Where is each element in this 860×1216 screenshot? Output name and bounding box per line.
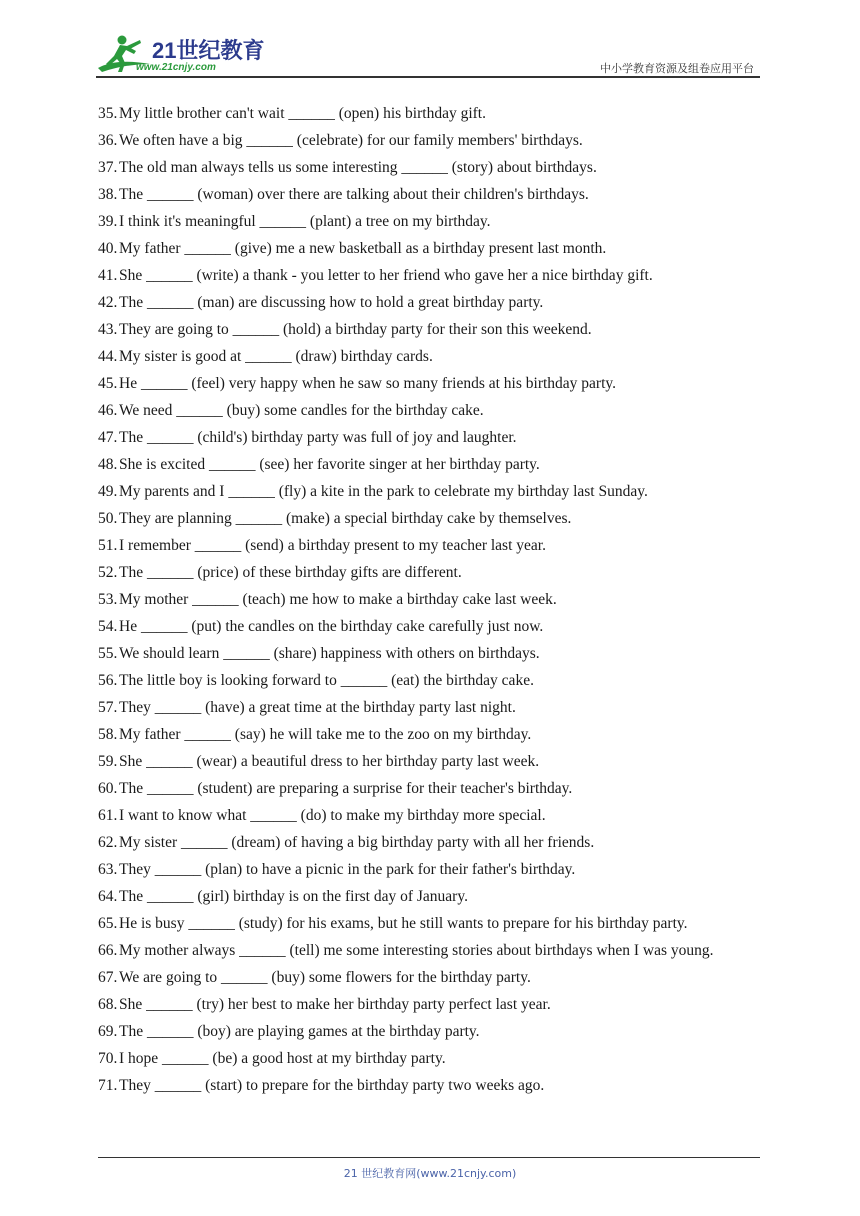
question-item xyxy=(98,991,762,1018)
question-item xyxy=(98,208,762,235)
question-item xyxy=(98,289,762,316)
question-number: 68 . xyxy=(98,991,117,1018)
question-text: I remember ______ (send) a birthday present to my teacher last year. xyxy=(119,537,546,554)
question-number: 64 . xyxy=(98,883,117,910)
question-text: We are going to ______ (buy) some flowers for the birthday party. xyxy=(119,969,531,986)
question-text: The little boy is looking forward to ______ (eat) the birthday cake. xyxy=(119,672,534,689)
question-item xyxy=(98,397,762,424)
question-text: She ______ (write) a thank - you letter to her friend who gave her a nice birthday gift. xyxy=(119,267,653,284)
question-text: He ______ (feel) very happy when he saw so many friends at his birthday party. xyxy=(119,375,617,392)
question-number: 70 . xyxy=(98,1045,117,1072)
question-text: We often have a big ______ (celebrate) for our family members' birthdays. xyxy=(119,132,583,149)
question-text: The ______ (price) of these birthday gifts are different. xyxy=(119,564,462,581)
question-item xyxy=(98,1045,762,1072)
question-number: 40 . xyxy=(98,235,117,262)
question-text: My mother always ______ (tell) me some interesting stories about birthdays when I was young. xyxy=(119,942,714,959)
question-number: 52 . xyxy=(98,559,117,586)
question-text: My sister is good at ______ (draw) birthday cards. xyxy=(119,348,433,365)
question-text: The ______ (girl) birthday is on the first day of January. xyxy=(119,888,468,905)
logo-url: www.21cnjy.com xyxy=(136,62,216,73)
question-item xyxy=(98,586,762,613)
question-item xyxy=(98,181,762,208)
question-number: 63 . xyxy=(98,856,117,883)
logo-name: 21世纪教育 xyxy=(152,38,265,63)
question-number: 60 . xyxy=(98,775,117,802)
question-number: 65 . xyxy=(98,910,117,937)
question-list xyxy=(98,100,762,1099)
question-item xyxy=(98,694,762,721)
logo xyxy=(96,34,266,76)
question-number: 37 . xyxy=(98,154,117,181)
question-number: 51 . xyxy=(98,532,117,559)
question-item xyxy=(98,505,762,532)
question-number: 71 . xyxy=(98,1072,117,1099)
question-number: 43 . xyxy=(98,316,117,343)
question-item xyxy=(98,478,762,505)
question-item xyxy=(98,829,762,856)
header-divider xyxy=(96,76,760,78)
question-number: 61 . xyxy=(98,802,117,829)
question-text: They ______ (plan) to have a picnic in the park for their father's birthday. xyxy=(119,861,576,878)
question-number: 35 . xyxy=(98,100,117,127)
question-number: 45 . xyxy=(98,370,117,397)
question-number: 69 . xyxy=(98,1018,117,1045)
question-item xyxy=(98,883,762,910)
question-text: He is busy ______ (study) for his exams, but he still wants to prepare for his birthday party. xyxy=(119,915,688,932)
question-text: My parents and I ______ (fly) a kite in the park to celebrate my birthday last Sunday. xyxy=(119,483,648,500)
question-number: 53 . xyxy=(98,586,117,613)
question-item xyxy=(98,424,762,451)
question-item xyxy=(98,640,762,667)
question-item xyxy=(98,1072,762,1099)
question-number: 38 . xyxy=(98,181,117,208)
question-text: The ______ (child's) birthday party was full of joy and laughter. xyxy=(119,429,517,446)
question-item xyxy=(98,451,762,478)
question-text: I hope ______ (be) a good host at my birthday party. xyxy=(119,1050,446,1067)
question-text: She is excited ______ (see) her favorite singer at her birthday party. xyxy=(119,456,540,473)
question-item xyxy=(98,748,762,775)
question-item xyxy=(98,1018,762,1045)
question-number: 56 . xyxy=(98,667,117,694)
question-item xyxy=(98,559,762,586)
question-item xyxy=(98,370,762,397)
question-number: 59 . xyxy=(98,748,117,775)
question-number: 48 . xyxy=(98,451,117,478)
question-text: We need ______ (buy) some candles for the birthday cake. xyxy=(119,402,484,419)
question-item xyxy=(98,775,762,802)
question-text: They are planning ______ (make) a special birthday cake by themselves. xyxy=(119,510,572,527)
question-item xyxy=(98,316,762,343)
question-number: 41 . xyxy=(98,262,117,289)
question-number: 49 . xyxy=(98,478,117,505)
question-number: 57 . xyxy=(98,694,117,721)
question-item xyxy=(98,343,762,370)
question-item xyxy=(98,100,762,127)
question-item xyxy=(98,127,762,154)
question-text: My father ______ (say) he will take me to the zoo on my birthday. xyxy=(119,726,532,743)
platform-name: 中小学教育资源及组卷应用平台 xyxy=(600,62,754,75)
question-text: They are going to ______ (hold) a birthday party for their son this weekend. xyxy=(119,321,592,338)
question-number: 67 . xyxy=(98,964,117,991)
page-header xyxy=(96,30,758,78)
question-number: 50 . xyxy=(98,505,117,532)
question-number: 36 . xyxy=(98,127,117,154)
question-text: We should learn ______ (share) happiness with others on birthdays. xyxy=(119,645,540,662)
question-item xyxy=(98,937,762,964)
question-text: My mother ______ (teach) me how to make a birthday cake last week. xyxy=(119,591,557,608)
question-number: 47 . xyxy=(98,424,117,451)
question-item xyxy=(98,235,762,262)
question-text: My father ______ (give) me a new basketball as a birthday present last month. xyxy=(119,240,607,257)
question-text: I think it's meaningful ______ (plant) a tree on my birthday. xyxy=(119,213,491,230)
question-item xyxy=(98,856,762,883)
question-text: She ______ (wear) a beautiful dress to her birthday party last week. xyxy=(119,753,540,770)
question-text: The ______ (boy) are playing games at the birthday party. xyxy=(119,1023,480,1040)
question-item xyxy=(98,721,762,748)
question-number: 54 . xyxy=(98,613,117,640)
question-number: 62 . xyxy=(98,829,117,856)
question-number: 55 . xyxy=(98,640,117,667)
question-text: My little brother can't wait ______ (open) his birthday gift. xyxy=(119,105,486,122)
question-item xyxy=(98,667,762,694)
question-text: He ______ (put) the candles on the birthday cake carefully just now. xyxy=(119,618,544,635)
question-text: My sister ______ (dream) of having a big birthday party with all her friends. xyxy=(119,834,595,851)
question-number: 66 . xyxy=(98,937,117,964)
footer-text: 21 世纪教育网(www.21cnjy.com) xyxy=(343,1167,517,1180)
question-text: I want to know what ______ (do) to make my birthday more special. xyxy=(119,807,546,824)
question-number: 42 . xyxy=(98,289,117,316)
question-number: 58 . xyxy=(98,721,117,748)
question-text: The ______ (student) are preparing a surprise for their teacher's birthday. xyxy=(119,780,573,797)
question-text: The ______ (woman) over there are talking about their children's birthdays. xyxy=(119,186,589,203)
question-number: 46 . xyxy=(98,397,117,424)
question-item xyxy=(98,262,762,289)
footer-divider xyxy=(98,1157,760,1158)
question-text: The old man always tells us some interesting ______ (story) about birthdays. xyxy=(119,159,597,176)
question-text: They ______ (have) a great time at the birthday party last night. xyxy=(119,699,516,716)
question-item xyxy=(98,964,762,991)
question-text: They ______ (start) to prepare for the birthday party two weeks ago. xyxy=(119,1077,545,1094)
question-text: The ______ (man) are discussing how to hold a great birthday party. xyxy=(119,294,544,311)
question-text: She ______ (try) her best to make her birthday party perfect last year. xyxy=(119,996,551,1013)
question-item xyxy=(98,532,762,559)
question-item xyxy=(98,154,762,181)
question-number: 39 . xyxy=(98,208,117,235)
question-item xyxy=(98,613,762,640)
question-item xyxy=(98,802,762,829)
question-item xyxy=(98,910,762,937)
question-number: 44 . xyxy=(98,343,117,370)
